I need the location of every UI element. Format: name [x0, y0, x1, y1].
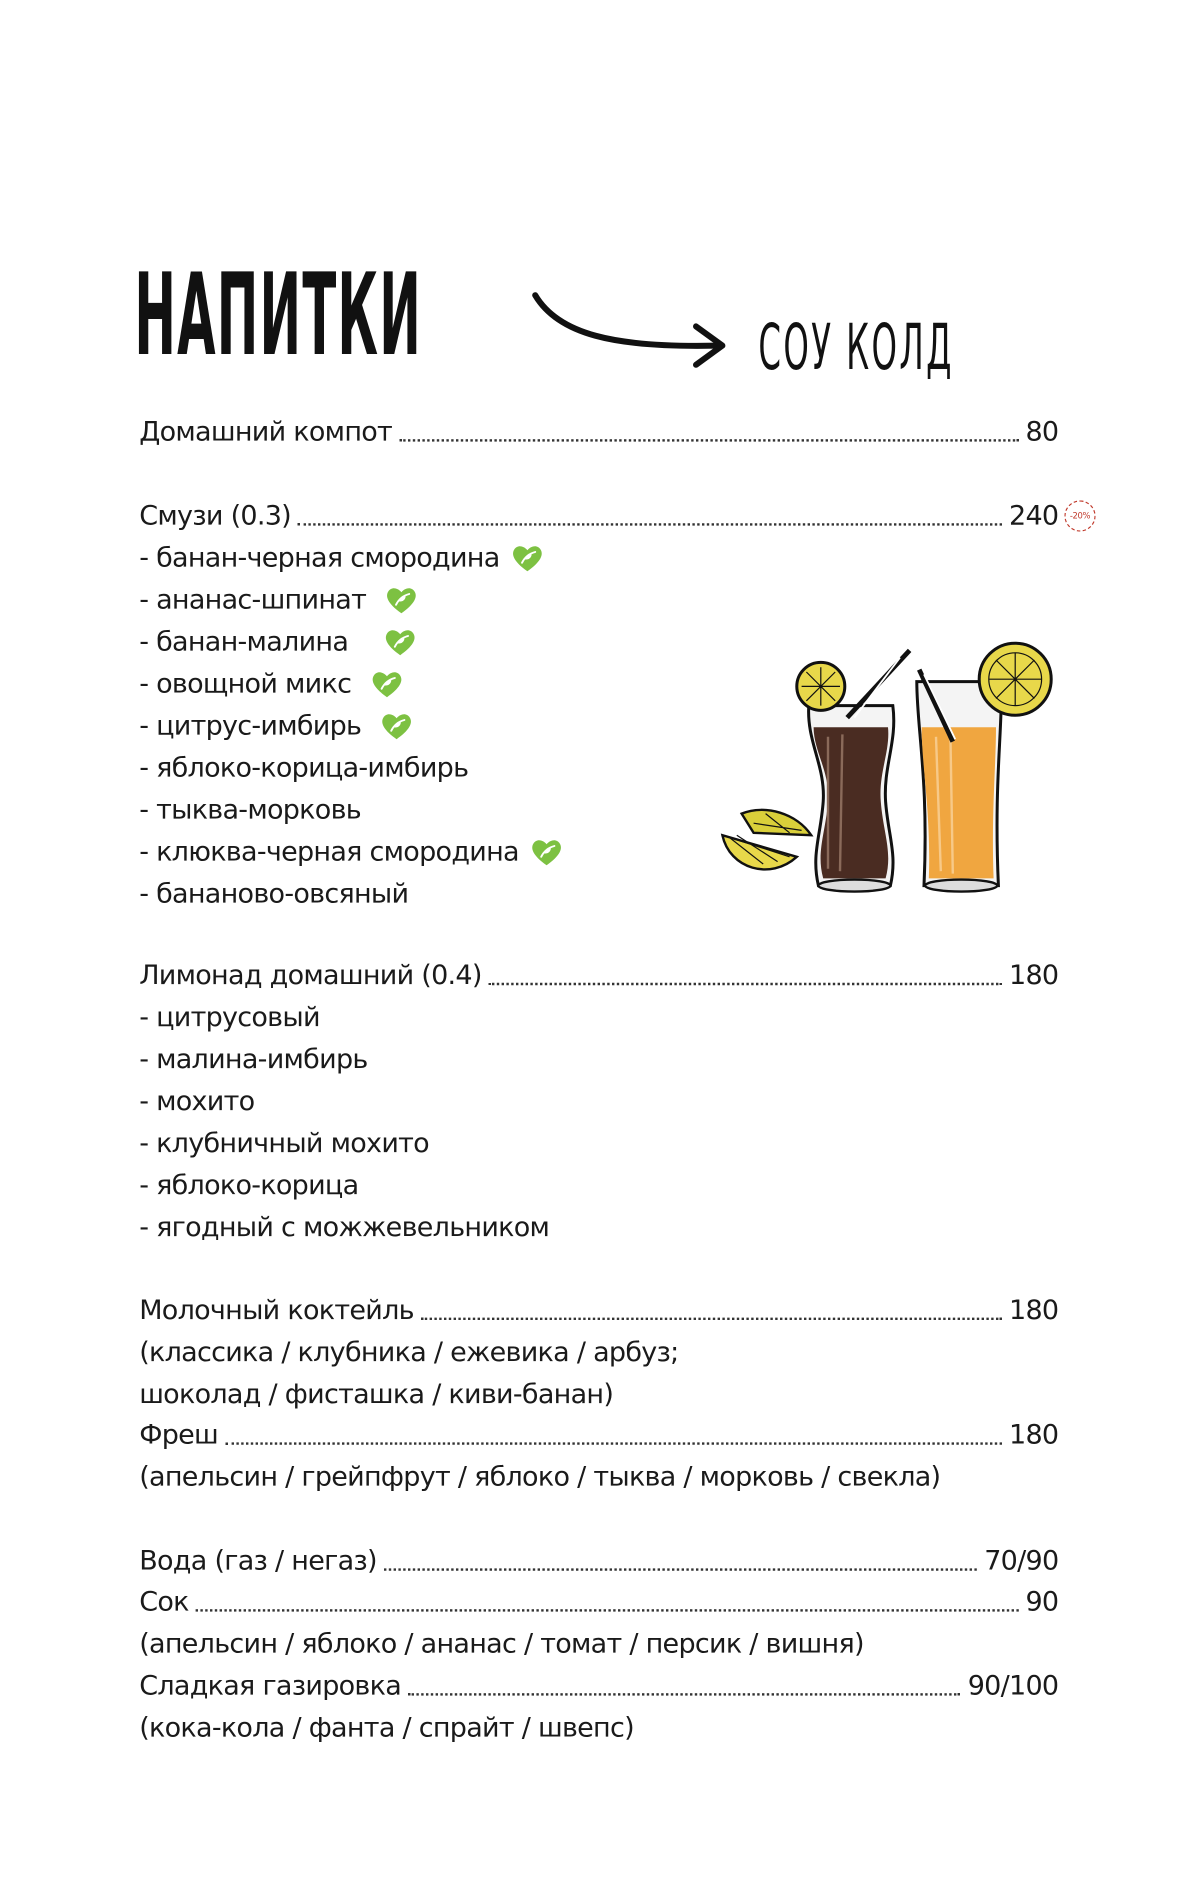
fresh-options	[139, 1457, 940, 1498]
item-price: 240	[1009, 500, 1059, 532]
smoothie-flavor	[139, 748, 468, 789]
menu-item-water	[139, 1541, 1058, 1582]
smoothie-flavor	[139, 580, 417, 621]
milkshake-options	[139, 1374, 613, 1415]
options-text: (апельсин / грейпфрут / яблоко / тыква / морковь / свекла)	[139, 1461, 941, 1493]
dotted-leader	[298, 523, 1002, 525]
flavor-label: - овощной микс	[139, 668, 352, 700]
lemonade-flavor	[139, 1039, 367, 1080]
heart-leaf-icon	[380, 712, 412, 741]
lemonade-flavor	[139, 1123, 429, 1164]
heart-leaf-icon	[370, 670, 402, 699]
dotted-leader	[399, 439, 1018, 441]
options-text: (классика / клубника / ежевика / арбуз;	[139, 1336, 679, 1368]
dotted-leader	[196, 1609, 1018, 1611]
soda-options	[139, 1708, 634, 1749]
discount-badge: -20%	[1064, 500, 1095, 531]
item-name: Домашний компот	[139, 416, 393, 448]
menu-item-compote	[139, 412, 1058, 453]
lemonade-flavor	[139, 1207, 549, 1248]
flavor-label: - банан-черная смородина	[139, 542, 500, 574]
heart-leaf-icon	[512, 544, 544, 573]
item-price: 180	[1009, 1419, 1059, 1451]
heart-leaf-icon	[384, 628, 416, 657]
smoothie-flavor	[139, 664, 403, 705]
lemon-wedge-icon	[722, 810, 811, 870]
flavor-label: - яблоко-корица-имбирь	[139, 752, 469, 784]
heart-leaf-icon	[385, 586, 417, 615]
item-price: 90/100	[967, 1670, 1059, 1702]
item-name: Молочный коктейль	[139, 1294, 414, 1326]
dotted-leader	[421, 1318, 1002, 1320]
item-price: 80	[1025, 416, 1059, 448]
smoothie-flavor	[139, 706, 413, 747]
milkshake-options	[139, 1332, 678, 1373]
menu-item-milkshake	[139, 1290, 1058, 1331]
heart-leaf-icon	[531, 838, 563, 867]
cola-glass-icon	[797, 650, 910, 891]
smoothie-flavor	[139, 790, 361, 831]
flavor-label: - цитрусовый	[139, 1002, 320, 1034]
lemonade-flavor	[139, 1165, 358, 1206]
item-price: 90	[1025, 1586, 1059, 1618]
juice-options	[139, 1624, 864, 1665]
page-title: НАПИТКИ	[134, 248, 422, 382]
flavor-label: - бананово-овсяный	[139, 878, 409, 910]
item-name: Сладкая газировка	[139, 1670, 402, 1702]
flavor-label: - цитрус-имбирь	[139, 710, 362, 742]
item-price: 70/90	[984, 1545, 1059, 1577]
flavor-label: - тыква-морковь	[139, 794, 361, 826]
item-name: Вода (газ / негаз)	[139, 1545, 377, 1577]
options-text: (кока-кола / фанта / спрайт / швепс)	[139, 1712, 634, 1744]
options-text: шоколад / фисташка / киви-банан)	[139, 1378, 614, 1410]
dotted-leader	[384, 1568, 977, 1570]
lemonade-flavor	[139, 1081, 254, 1122]
item-name: Сок	[139, 1586, 189, 1618]
smoothie-flavor	[139, 622, 416, 663]
page-title-block	[134, 246, 494, 380]
page-subtitle: СОУ КОЛД	[758, 312, 954, 386]
item-name: Лимонад домашний (0.4)	[139, 960, 482, 992]
menu-item-fresh	[139, 1415, 1058, 1456]
flavor-label: - банан-малина	[139, 626, 349, 658]
item-price: 180	[1009, 1294, 1059, 1326]
flavor-label: - ягодный с можжевельником	[139, 1212, 550, 1244]
options-text: (апельсин / яблоко / ананас / томат / персик / вишня)	[139, 1628, 864, 1660]
flavor-label: - малина-имбирь	[139, 1044, 368, 1076]
menu-item-soda	[139, 1666, 1058, 1707]
menu-item-juice	[139, 1582, 1058, 1623]
smoothie-flavor	[139, 538, 544, 579]
flavor-label: - клюква-черная смородина	[139, 836, 519, 868]
menu-item-lemonade	[139, 955, 1058, 996]
dotted-leader	[408, 1693, 960, 1695]
item-price: 180	[1009, 960, 1059, 992]
page-subtitle-block	[758, 314, 986, 386]
flavor-label: - мохито	[139, 1086, 255, 1118]
item-name: Фреш	[139, 1419, 219, 1451]
lemonade-flavor	[139, 997, 320, 1038]
smoothie-flavor	[139, 832, 563, 873]
dotted-leader	[489, 983, 1002, 985]
flavor-label: - яблоко-корица	[139, 1170, 359, 1202]
item-name: Смузи (0.3)	[139, 500, 291, 532]
dotted-leader	[225, 1442, 1002, 1444]
flavor-label: - клубничный мохито	[139, 1128, 429, 1160]
smoothie-flavor	[139, 874, 408, 915]
menu-item-smoothie	[139, 496, 1095, 537]
juice-glass-icon	[917, 643, 1051, 891]
flavor-label: - ананас-шпинат	[139, 584, 367, 616]
arrow-icon	[528, 286, 732, 380]
drinks-illustration	[718, 634, 1066, 898]
